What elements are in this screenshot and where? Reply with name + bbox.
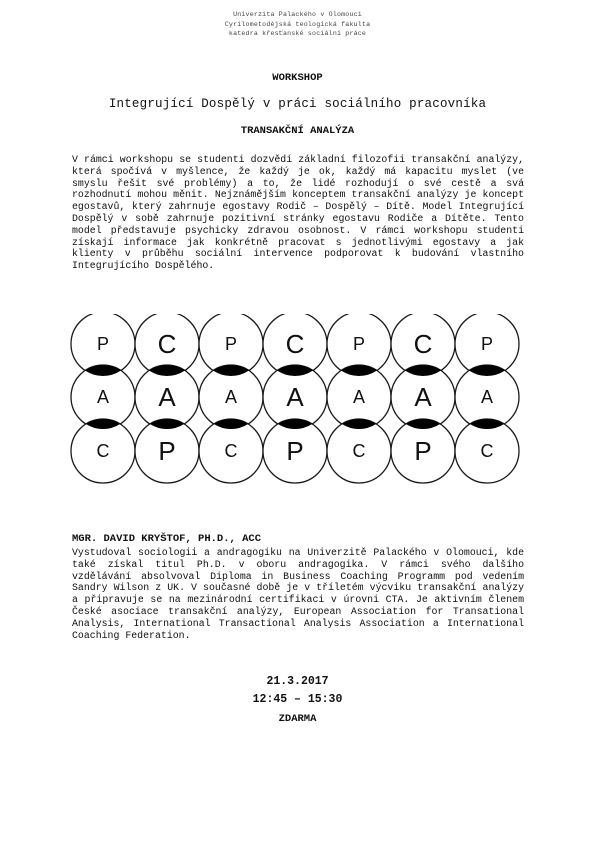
author-heading [72, 533, 261, 545]
event-time: 12:45 – 15:30 [252, 693, 343, 706]
egostate-letter: C [413, 329, 433, 359]
egostate-letter: C [480, 441, 494, 461]
egostate-letter: C [157, 329, 177, 359]
author-bio: Vystudoval sociologii a andragogiku na Univerzitě Palackého v Olomouci, kde také získal titul Ph.D. v oboru andragogika. V rámci svého dalšího vzdělávání absolvoval Diploma in Business Coaching Programm pod vedením Sandry Wilson z UK. V současné době je v tříletém výcviku transakční analýzy a připravuje se na mezinárodní certifikaci v úrovni CTA. Je aktivním členem České asociace transakční analýzy, European Association for Transational Analysis, International Transactional Analysis Association a International Coaching Federation. [72, 547, 524, 641]
egostate-letter: A [158, 382, 176, 412]
egostate-diagram [70, 314, 520, 486]
egostate-letter: C [285, 329, 305, 359]
egostate-letter: P [96, 334, 110, 354]
author-name: MGR. DAVID KRYŠTOF, PH.D., ACC [72, 533, 262, 545]
egostate-letter: A [286, 382, 304, 412]
egostate-letter: P [286, 436, 304, 466]
university-name: Univerzita Palackého v Olomouci [233, 11, 362, 18]
egostate-letter: P [414, 436, 432, 466]
workshop-subtitle: Integrující Dospělý v práci sociálního pracovníka [108, 97, 487, 111]
egostate-letter: P [480, 334, 494, 354]
egostate-letter: C [96, 441, 110, 461]
event-type-heading: WORKSHOP [272, 72, 323, 84]
egostate-letter: A [352, 387, 366, 407]
egostate-letter: P [352, 334, 366, 354]
egostate-letter: A [480, 387, 494, 407]
egostate-letter: P [224, 334, 238, 354]
egostate-letter: A [414, 382, 432, 412]
egostate-letter: A [224, 387, 238, 407]
workshop-description: V rámci workshopu se studenti dozvědí základní filozofii transakční analýzy, která spočívá v myšlence, že každý je ok, každý má kapacitu myslet (ve smyslu řešit své problémy) a to, že lidé rozhodují o své cestě a svá rozhodnutí mohou měnit. Nejznámějším konceptem transakční analýzy je koncept egostavů, který zahrnuje egostavy Rodič – Dospělý – Dítě. Model Integrující Dospělý v sobě zahrnuje pozitivní stránky egostavu Rodiče a Dítěte. Tento model představuje psychicky zdravou osobnost. V rámci workshopu studenti získají informace jak konkrétně pracovat s jednotlivými egostavy a jak klienty v průběhu sociální intervence podporovat k budování vlastního Integrujícího Dospělého. [72, 154, 524, 272]
event-price: ZDARMA [278, 713, 317, 725]
department-name: katedra křesťanské sociální práce [228, 30, 367, 37]
faculty-name: Cyrilometodějská teologická fakulta [224, 20, 371, 28]
university-header [0, 10, 595, 39]
egostate-letter: C [352, 441, 366, 461]
egostate-letter: P [158, 436, 176, 466]
egostate-letter: C [224, 441, 238, 461]
egostate-letter: A [96, 387, 110, 407]
topic-heading: TRANSAKČNÍ ANALÝZA [240, 125, 355, 137]
event-date: 21.3.2017 [266, 675, 329, 688]
